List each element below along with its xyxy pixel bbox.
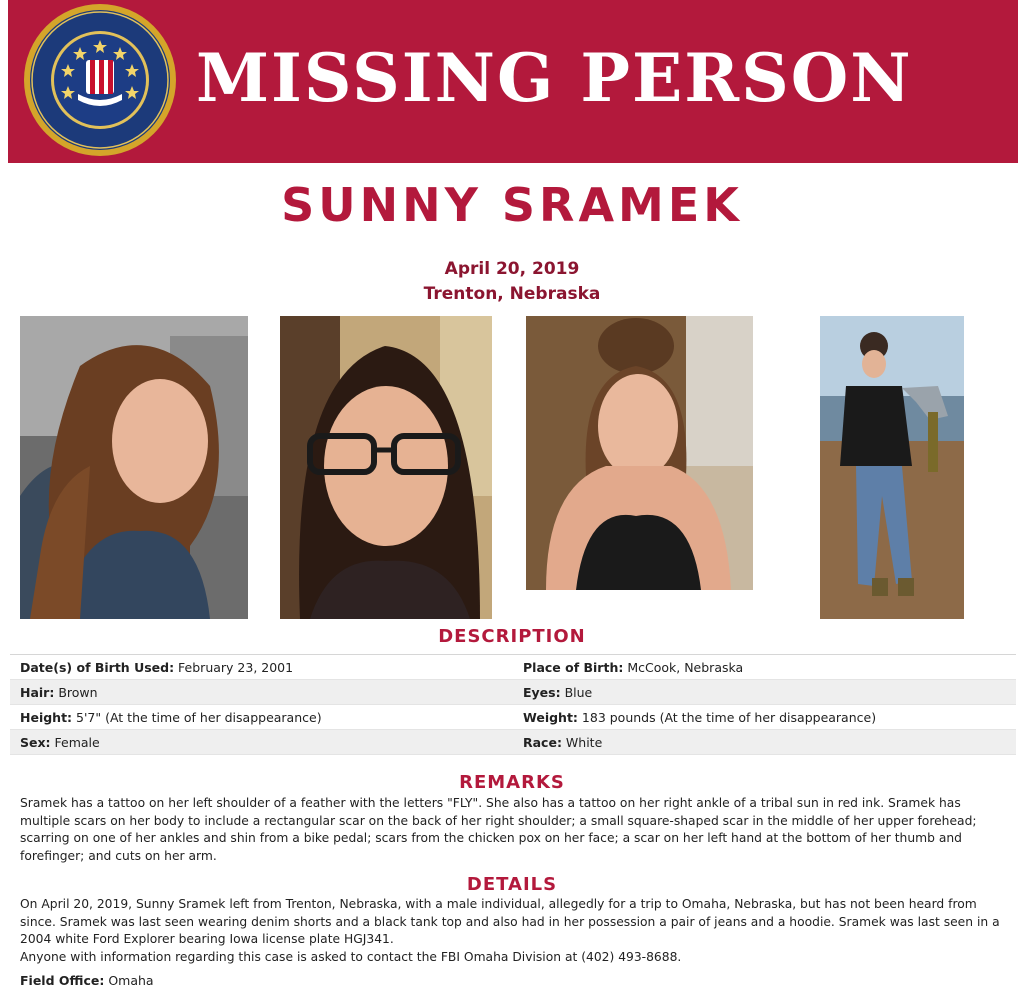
details-text bbox=[20, 896, 1010, 966]
description-row bbox=[10, 730, 1016, 755]
description-heading: DESCRIPTION bbox=[438, 626, 586, 647]
field-value: February 23, 2001 bbox=[174, 659, 294, 675]
field-value: Blue bbox=[560, 684, 593, 700]
poster-title: MISSING PERSON bbox=[196, 39, 913, 117]
description-row bbox=[10, 655, 1016, 680]
field-office-value: Omaha bbox=[104, 973, 154, 988]
field-label: Race: bbox=[523, 734, 562, 750]
description-row bbox=[10, 680, 1016, 705]
birth-date-cell bbox=[10, 660, 513, 675]
field-label: Place of Birth: bbox=[523, 659, 624, 675]
remarks-text bbox=[20, 795, 1010, 865]
photo-3 bbox=[526, 316, 753, 590]
details-heading: DETAILS bbox=[466, 874, 558, 895]
field-office-label: Field Office: bbox=[20, 973, 105, 988]
field-value: Female bbox=[50, 734, 100, 750]
description-row bbox=[10, 705, 1016, 730]
field-label: Height: bbox=[20, 709, 73, 725]
field-office bbox=[20, 973, 154, 988]
height-cell bbox=[10, 710, 513, 725]
missing-date: April 20, 2019 bbox=[444, 259, 580, 279]
fbi-seal-icon bbox=[22, 2, 178, 158]
race-cell bbox=[513, 735, 1016, 750]
photo-1 bbox=[20, 316, 248, 619]
details-paragraph: On April 20, 2019, Sunny Sramek left from Trenton, Nebraska, with a male individual, allegedly for a trip to Omaha, Nebraska, but has not been heard from since. Sramek was last seen wearing denim shorts and a black tank top and also had in her possession a pair of jeans and a hoodie. Sramek was last seen in a 2004 white Ford Explorer bearing Iowa license plate HGJ341. bbox=[20, 897, 1000, 947]
remarks-heading: REMARKS bbox=[459, 772, 565, 793]
field-value: 183 pounds (At the time of her disappearance) bbox=[577, 709, 877, 725]
photo-2 bbox=[280, 316, 492, 619]
field-value: 5'7" (At the time of her disappearance) bbox=[72, 709, 322, 725]
weight-cell bbox=[513, 710, 1016, 725]
sex-cell bbox=[10, 735, 513, 750]
field-value: White bbox=[561, 734, 603, 750]
field-label: Eyes: bbox=[523, 684, 561, 700]
contact-paragraph: Anyone with information regarding this case is asked to contact the FBI Omaha Division at (402) 493-8688. bbox=[20, 949, 682, 964]
remarks-paragraph: Sramek has a tattoo on her left shoulder of a feather with the letters "FLY". She also has a tattoo on her right ankle of a tribal sun in red ink. Sramek has multiple scars on her body to include a rectangular scar on the back of her right shoulder; a small square-shaped scar in the middle of her upper forehead; scarring on one of her ankles and shin from a bike pedal; scars from the chicken pox on her face; a scar on her left hand at the bottom of her thumb and forefinger; and cuts on her arm. bbox=[20, 796, 977, 863]
field-label: Hair: bbox=[20, 684, 55, 700]
description-table bbox=[10, 654, 1016, 755]
field-label: Date(s) of Birth Used: bbox=[20, 659, 175, 675]
hair-cell bbox=[10, 685, 513, 700]
missing-location: Trenton, Nebraska bbox=[423, 284, 601, 304]
field-label: Weight: bbox=[523, 709, 578, 725]
field-label: Sex: bbox=[20, 734, 51, 750]
person-name: SUNNY SRAMEK bbox=[281, 178, 743, 232]
field-value: Brown bbox=[54, 684, 98, 700]
eyes-cell bbox=[513, 685, 1016, 700]
photo-4 bbox=[820, 316, 964, 619]
field-value: McCook, Nebraska bbox=[623, 659, 744, 675]
birth-place-cell bbox=[513, 660, 1016, 675]
